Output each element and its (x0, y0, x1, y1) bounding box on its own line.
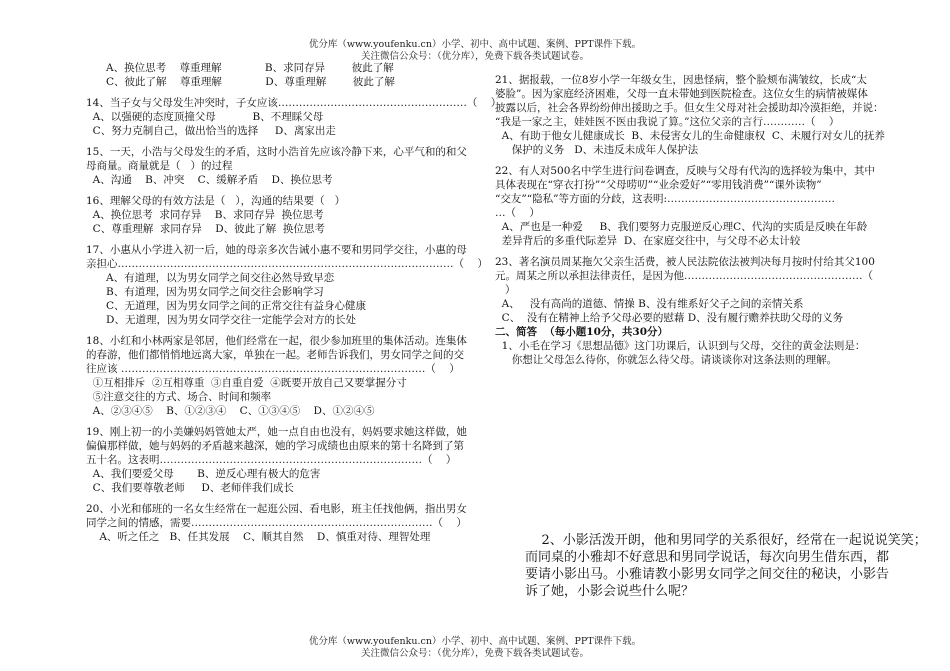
left-line: 14、当子女与父母发生冲突时，子女应该………………………………………………（ ） (86, 97, 502, 109)
right-line: 1、小毛在学习《思想品德》这门功课后，认识到与父母，交往的黄金法则是： (495, 340, 866, 352)
left-line: A、换位思考 求同存异 B、求同存异 换位思考 (86, 209, 324, 221)
right-line: 差异背后的多重代际差异 D、在家庭交往中，与父母不必太计较 (495, 235, 801, 247)
left-line: 16、理解父母的有效方法是（ ），沟通的结果要（ ） (86, 195, 346, 207)
left-line: 亲担心……………………………………………………………………………………（ ） (86, 258, 488, 270)
left-line (86, 138, 501, 145)
right-line: “交友”“隐私”等方面的分歧，这表明:………………………………………… (495, 193, 836, 205)
header-line-2: 关注微信公众号：（优分库），免费下载各类试题试卷。 (360, 51, 589, 62)
right-line: A、严也是一种爱 B、我们要努力克服逆反心理C、代沟的实质是反映在年龄 (495, 221, 868, 233)
page-header (0, 39, 950, 63)
left-line: A、听之任之 B、任其发展 C、顺其自然 D、慎重对待、理智处理 (86, 531, 431, 543)
right-line: C、 没有在精神上给予父母必要的慰藉 D、没有履行赡养扶助父母的义务 (495, 312, 844, 324)
left-line: 偏偏那样做，她与妈妈的矛盾越来越深，她的学习成绩也由原来的第十名降到了第 (86, 440, 464, 452)
q2-line: 诉了她，小影会说些什么呢？ (525, 584, 695, 599)
header-line-1: 优分库（www.youfenku.cn）小学、初中、高中试题、案例、PPT课件下载。 (308, 39, 642, 50)
right-line: 披露以后，社会各界纷纷伸出援助之手。但女生父母对社会援助却冷漠拒绝，并说： (495, 102, 884, 114)
right-line: 保护的义务 D、未违反未成年人保护法 (495, 144, 699, 156)
left-line: 母商量。商量就是（ ）的过程 (86, 160, 233, 172)
right-line: A、 没有高尚的道德、情操 B、没有维系好父子之间的亲情关系 (495, 298, 804, 310)
right-line: 23、著名演员周某拖欠父亲生活费，被人民法院依法被判决每月按时付给其父100 (495, 256, 875, 268)
right-line: …（ ） (495, 207, 540, 219)
left-line: C、尊重理解 求同存异 D、彼此了解 换位思考 (86, 223, 325, 235)
left-line: C、彼此了解 尊重理解 D、尊重理解 彼此了解 (86, 76, 395, 88)
left-line: A、以强硬的态度顶撞父母 B、不理睬父母 (86, 111, 324, 123)
right-line (495, 157, 885, 164)
left-line: A、有道理，以为男女同学之间交往必然导致早恋 (86, 272, 335, 284)
q2-line: 而同桌的小雅却不好意思和男同学说话，每次向男生借东西，都 (525, 550, 890, 565)
left-line: 15、一天，小浩与父母发生的矛盾，这时小浩首先应该冷静下来，心平气和的和父 (86, 146, 467, 158)
footer-line-1: 优分库（www.youfenku.cn）小学、初中、高中试题、案例、PPT课件下载。 (308, 636, 642, 647)
short-answer-question-2 (525, 532, 930, 600)
left-line (86, 187, 501, 194)
left-line (86, 89, 501, 96)
left-line: ①互相排斥 ②互相尊重 ③自重自爱 ④既要开放自己又要掌握分寸 (86, 377, 407, 389)
left-line: A、换位思考 尊重理解 B、求同存异 彼此了解 (86, 62, 394, 74)
left-line: C、无道理，因为男女同学之间的正常交往有益身心健康 (86, 300, 367, 312)
left-line: 20、小光和郁班的一名女生经常在一起逛公园、看电影，班主任找他俩，指出男女 (86, 503, 467, 515)
right-line: A、有助于他女儿健康成长 B、未侵害女儿的生命健康权 C、未履行对女儿的抚养 (495, 130, 885, 142)
right-line (495, 248, 885, 255)
right-line: 你想让父母怎么待你，你就怎么待父母。请谈谈你对这条法则的理解。 (495, 354, 838, 366)
right-line: 22、有人对500名中学生进行问卷调查，反映与父母有代沟的选择较为集中，其中 (495, 165, 875, 177)
left-line: 17、小惠从小学进入初一后，她的母亲多次告诫小惠不要和男同学交往，小惠的母 (86, 244, 467, 256)
left-line: A、沟通 B、冲突 C、缓解矛盾 D、换位思考 (86, 174, 333, 186)
left-line: 19、刚上初一的小美嫌妈妈管她太严，她一点自由也没有，妈妈要求她这样做，她 (86, 426, 467, 438)
left-line: D、无道理，因为男女同学交往一定能学会对方的长处 (86, 314, 356, 326)
left-line: 同学之间的情感，需要……………………………………………………………（ ） (86, 517, 467, 529)
right-line: ） (495, 284, 516, 296)
right-line: 具体表现在“穿衣打扮”“父母唠叨”“业余爱好”“零用钱消费”“课外读物” (495, 179, 822, 191)
left-line: 18、小红和小林两家是邻居，他们经常在一起，很少参加班里的集体活动。连集体 (86, 335, 467, 347)
q2-line: 要请小影出马。小雅请教小影男女同学之间交往的秘诀，小影告 (525, 567, 890, 582)
left-line (86, 236, 501, 243)
q2-line: 2、小影活泼开朗，他和男同学的关系很好，经常在一起说说笑笑； (525, 533, 927, 548)
right-line: 21、据报载，一位8岁小学一年级女生，因患怪病，整个脸颊布满皱纹，长成“太 (495, 74, 867, 86)
left-line: 往应该 ……………………………………………………………………………（ ） (86, 363, 460, 375)
right-line: 婆脸”。因为家庭经济困难，父母一直未带她到医院检查。这位女生的病情被媒体 (495, 88, 868, 100)
left-line: ⑤注意交往的方式、场合、时间和频率 (86, 391, 272, 403)
left-line (86, 418, 501, 425)
left-line (86, 327, 501, 334)
left-column (86, 61, 501, 544)
footer-line-2: 关注微信公众号：（优分库），免费下载各类试题试卷。 (360, 648, 589, 659)
left-line: C、我们要尊敬老师 D、老师伴我们成长 (86, 482, 294, 494)
left-line: 五十名。这表明…………………………………………………………………（ ） (86, 454, 457, 466)
left-line: A、我们要爱父母 B、逆反心理有极大的危害 (86, 468, 321, 480)
right-line: 二、简答 （每小题10分，共30分） (495, 326, 669, 338)
left-line (86, 495, 501, 502)
left-line: 的春游，他们都悄悄地远离大家，单独在一起。老师告诉我们，男女同学之间的交 (86, 349, 464, 361)
right-column (495, 73, 885, 367)
right-line: 元。周某之所以承担法律责任，是因为他……………………………………………（ (495, 270, 873, 282)
left-line: C、努力克制自己，做出恰当的选择 D、离家出走 (86, 125, 336, 137)
left-line: B、有道理，因为男女同学之间交往会影响学习 (86, 286, 324, 298)
page-footer (0, 636, 950, 660)
right-line: “我是一家之主，娃娃医不医由我说了算。”这位父亲的言行…………（ ） (495, 116, 840, 128)
left-line: A、②③④⑤ B、①②③④ C、①③④⑤ D、①②④⑤ (86, 405, 375, 417)
